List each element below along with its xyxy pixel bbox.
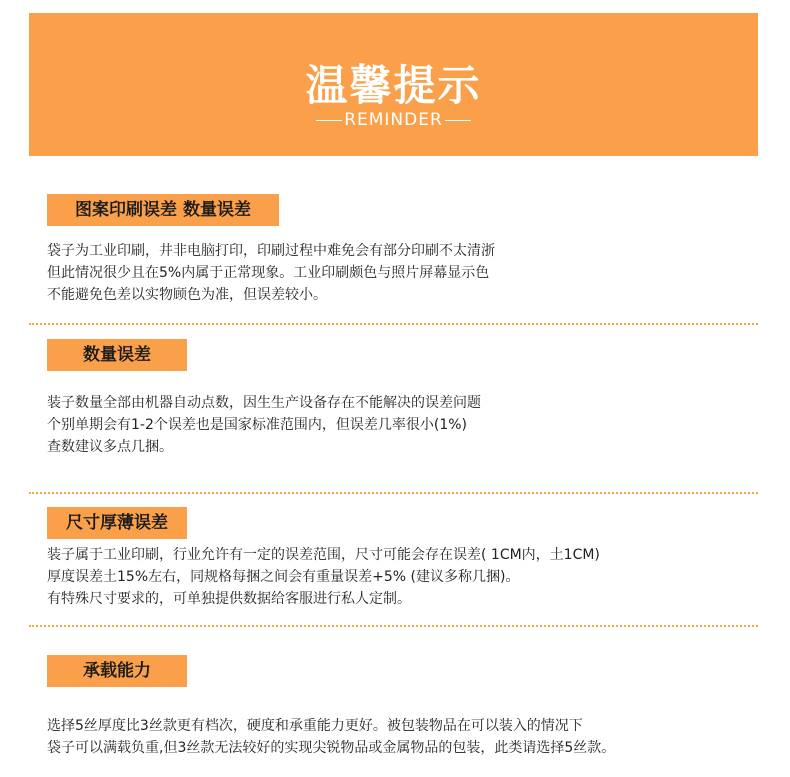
text-line: 不能避免色差以实物顾色为准，但误差较小。	[47, 287, 327, 303]
dotted-divider	[29, 625, 758, 627]
text-line: 但此情况很少且在5%内属于正常现象。工业印刷颇色与照片屏幕显示色	[47, 265, 490, 281]
text-line: 装子属于工业印刷，行业允许有一定的误差范围，尺寸可能会存在误差( 1CM内，土1CM)	[47, 547, 600, 563]
section-heading-load-capacity: 承载能力	[47, 655, 187, 687]
text-line: 查数建议多点几捆。	[47, 439, 173, 455]
text-line: 有特殊尺寸要求的，可单独提供数据给客服进行私人定制。	[47, 591, 411, 607]
section-text-print-error	[47, 240, 495, 306]
banner-subtitle-text: REMINDER	[344, 110, 443, 130]
section-text-quantity-error	[47, 392, 481, 458]
banner-subtitle	[29, 110, 758, 130]
section-heading-print-error: 图案印刷误差 数量误差	[47, 194, 279, 226]
dotted-divider	[29, 323, 758, 325]
text-line: 装子数量全部由机器自动点数，因生生产设备存在不能解决的误差问题	[47, 395, 481, 411]
text-line: 选择5丝厚度比3丝款更有档次，硬度和承重能力更好。被包装物品在可以装入的情况下	[47, 718, 583, 734]
subtitle-right-rule	[445, 120, 471, 121]
section-text-load-capacity	[47, 715, 615, 759]
section-text-size-error	[47, 544, 600, 610]
banner-title: 温馨提示	[305, 61, 482, 110]
subtitle-left-rule	[316, 120, 342, 121]
section-heading-size-error: 尺寸厚薄误差	[47, 507, 187, 539]
text-line: 个别单期会有1-2个误差也是国家标准范围内，但误差几率很小(1%)	[47, 417, 467, 433]
section-heading-quantity-error: 数量误差	[47, 339, 187, 371]
reminder-banner	[29, 13, 758, 156]
text-line: 袋子为工业印刷，井非电脑打印，印刷过程中难免会有部分印刷不太清浙	[47, 243, 495, 259]
text-line: 厚度误差土15%左右，同规格每捆之间会有重量误差+5% (建议多称几捆)。	[47, 569, 520, 585]
dotted-divider	[29, 492, 758, 494]
text-line: 袋子可以满载负重,但3丝款无法较好的实现尖锐物品或金属物品的包装，此类请选择5丝款。	[47, 740, 616, 756]
